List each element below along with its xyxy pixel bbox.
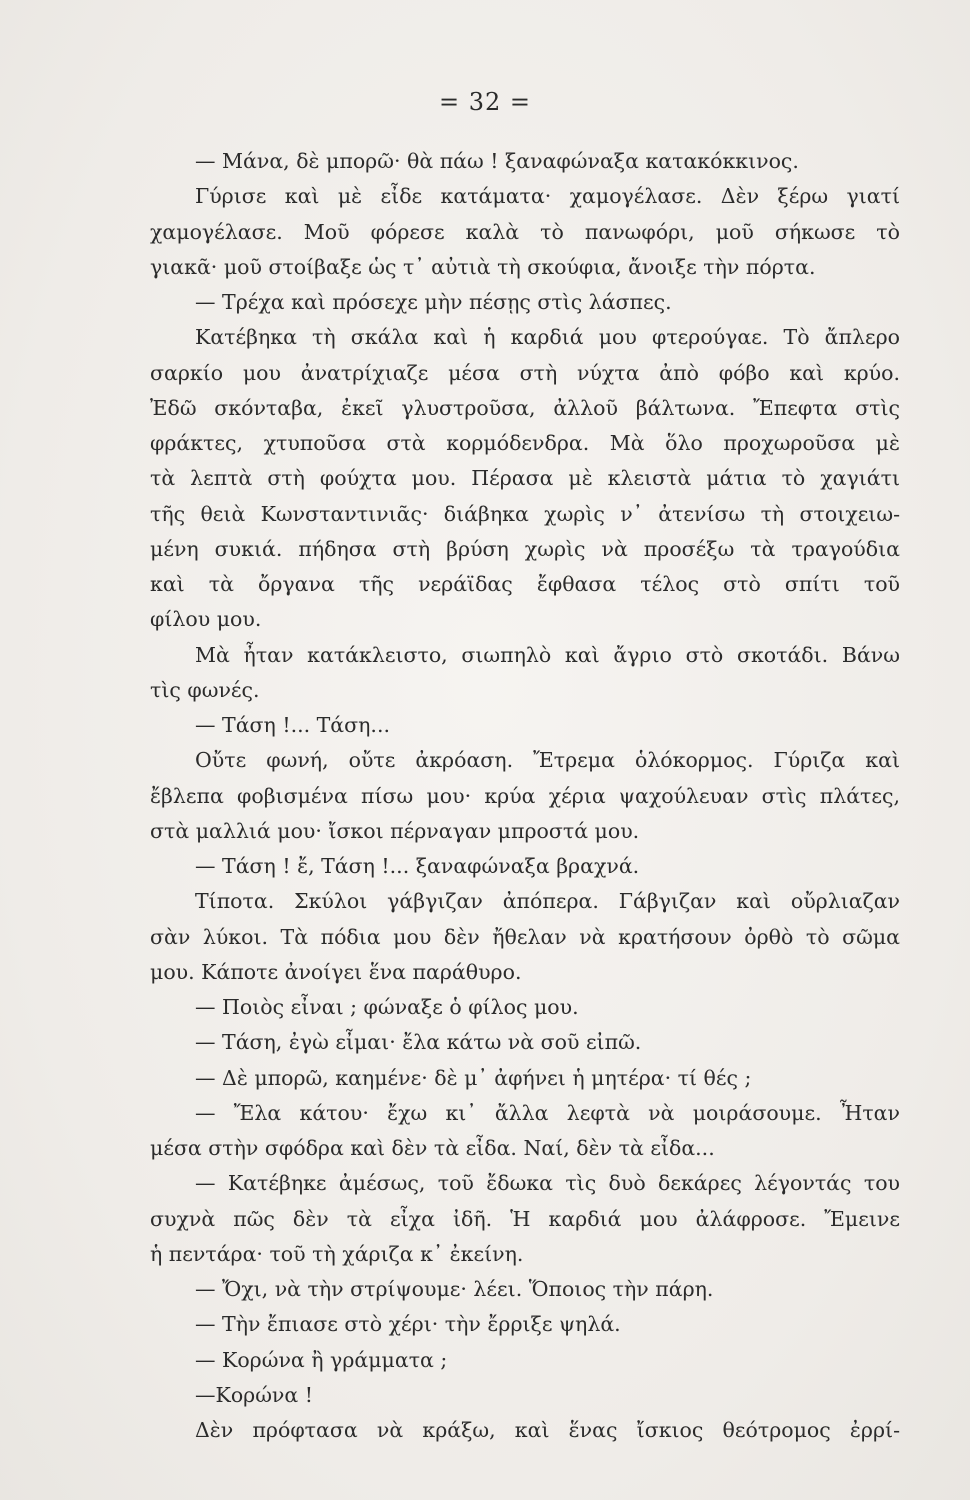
text-line: Μὰ ἦταν κατάκλειστο, σιωπηλὸ καὶ ἄγριο στὸ σκοτάδι. Βάνω bbox=[195, 642, 900, 667]
text-line: Γύρισε καὶ μὲ εἶδε κατάματα· χαμογέλασε. Δὲν ξέρω γιατί bbox=[195, 184, 900, 209]
text-line: — Δὲ μπορῶ, καημένε· δὲ μ᾽ ἀφήνει ἡ μητέρα· τί θές ; bbox=[195, 1065, 752, 1090]
text-line: — Μάνα, δὲ μπορῶ· θὰ πάω ! ξαναφώναξα κατακόκκινος. bbox=[195, 149, 799, 173]
body-text bbox=[150, 144, 900, 1448]
text-line: μου. Κάποτε ἀνοίγει ἕνα παράθυρο. bbox=[150, 959, 522, 984]
text-line: τὶς φωνές. bbox=[150, 677, 260, 702]
text-line: — Ποιὸς εἶναι ; φώναξε ὁ φίλος μου. bbox=[195, 995, 579, 1019]
text-line: ἡ πεντάρα· τοῦ τὴ χάριζα κ᾽ ἐκείνη. bbox=[150, 1241, 524, 1266]
text-line: γιακᾶ· μοῦ στοίβαξε ὡς τ᾽ αὐτιὰ τὴ σκούφια, ἄνοιξε τὴν πόρτα. bbox=[150, 254, 816, 279]
text-line: Οὔτε φωνή, οὔτε ἀκρόαση. Ἔτρεμα ὁλόκορμος. Γύριζα καὶ bbox=[195, 748, 900, 773]
text-line: μένη συκιά. πήδησα στὴ βρύση χωρὶς νὰ προσέξω τὰ τραγούδια bbox=[150, 536, 900, 561]
text-line: Ἐδῶ σκόνταβα, ἐκεῖ γλυστροῦσα, ἀλλοῦ βάλτωνα. Ἔπεφτα στὶς bbox=[150, 395, 900, 420]
text-line: καὶ τὰ ὄργανα τῆς νεράϊδας ἔφθασα τέλος στὸ σπίτι τοῦ bbox=[150, 572, 900, 596]
text-line: — Ἔλα κάτου· ἔχω κι᾽ ἄλλα λεφτὰ νὰ μοιράσουμε. Ἦταν bbox=[195, 1100, 900, 1125]
text-line: ἔβλεπα φοβισμένα πίσω μου· κρύα χέρια ψαχούλευαν στὶς πλάτες, bbox=[150, 783, 900, 808]
text-line: χαμογέλασε. Μοῦ φόρεσε καλὰ τὸ πανωφόρι, μοῦ σήκωσε τὸ bbox=[150, 219, 900, 244]
text-line: — Κατέβηκε ἀμέσως, τοῦ ἔδωκα τὶς δυὸ δεκάρες λέγοντάς του bbox=[195, 1171, 900, 1196]
text-line: — Τάση, ἐγὼ εἶμαι· ἔλα κάτω νὰ σοῦ εἰπῶ. bbox=[195, 1030, 642, 1055]
text-line: σαρκίο μου ἀνατρίχιαζε μέσα στὴ νύχτα ἀπὸ φόβο καὶ κρύο. bbox=[150, 360, 900, 385]
text-line: — Τάση !... Τάση... bbox=[195, 713, 390, 737]
text-line: Τίποτα. Σκύλοι γάβγιζαν ἀπόπερα. Γάβγιζαν καὶ οὔρλιαζαν bbox=[195, 889, 900, 914]
text-line: — Ὄχι, νὰ τὴν στρίψουμε· λέει. Ὅποιος τὴν πάρη. bbox=[195, 1277, 714, 1301]
text-line: —Κορώνα ! bbox=[195, 1382, 313, 1407]
text-line: φίλου μου. bbox=[150, 607, 262, 632]
text-line: — Τρέχα καὶ πρόσεχε μὴν πέσῃς στὶς λάσπες. bbox=[195, 290, 672, 314]
text-line: συχνὰ πῶς δὲν τὰ εἶχα ἰδῆ. Ἡ καρδιά μου ἀλάφροσε. Ἔμεινε bbox=[150, 1206, 900, 1231]
text-line: στὰ μαλλιά μου· ἴσκοι πέρναγαν μπροστά μου. bbox=[150, 818, 640, 843]
text-line: — Κορώνα ἢ γράμματα ; bbox=[195, 1347, 448, 1372]
text-line: τῆς θειὰ Κωνσταντινιᾶς· διάβηκα χωρὶς ν᾽ ἀτενίσω τὴ στοιχειω- bbox=[150, 501, 900, 526]
text-line: φράκτες, χτυποῦσα στὰ κορμόδενδρα. Μὰ ὅλο προχωροῦσα μὲ bbox=[150, 431, 900, 455]
text-line: τὰ λεπτὰ στὴ φούχτα μου. Πέρασα μὲ κλειστὰ μάτια τὸ χαγιάτι bbox=[150, 466, 900, 491]
page-number: = 32 = bbox=[438, 88, 531, 116]
text-line: σὰν λύκοι. Τὰ πόδια μου δὲν ἤθελαν νὰ κρατήσουν ὀρθὸ τὸ σῶμα bbox=[150, 924, 900, 949]
text-line: Κατέβηκα τὴ σκάλα καὶ ἡ καρδιά μου φτερούγαε. Τὸ ἄπλερο bbox=[195, 325, 900, 350]
text-line: — Τάση ! ἔ, Τάση !... ξαναφώναξα βραχνά. bbox=[195, 854, 640, 878]
text-line: μέσα στὴν σφόδρα καὶ δὲν τὰ εἶδα. Ναί, δὲν τὰ εἶδα... bbox=[150, 1136, 715, 1160]
text-line: — Τὴν ἔπιασε στὸ χέρι· τὴν ἔρριξε ψηλά. bbox=[195, 1312, 621, 1337]
text-line: Δὲν πρόφτασα νὰ κράξω, καὶ ἕνας ἴσκιος θεότρομος ἐρρί- bbox=[195, 1418, 900, 1442]
